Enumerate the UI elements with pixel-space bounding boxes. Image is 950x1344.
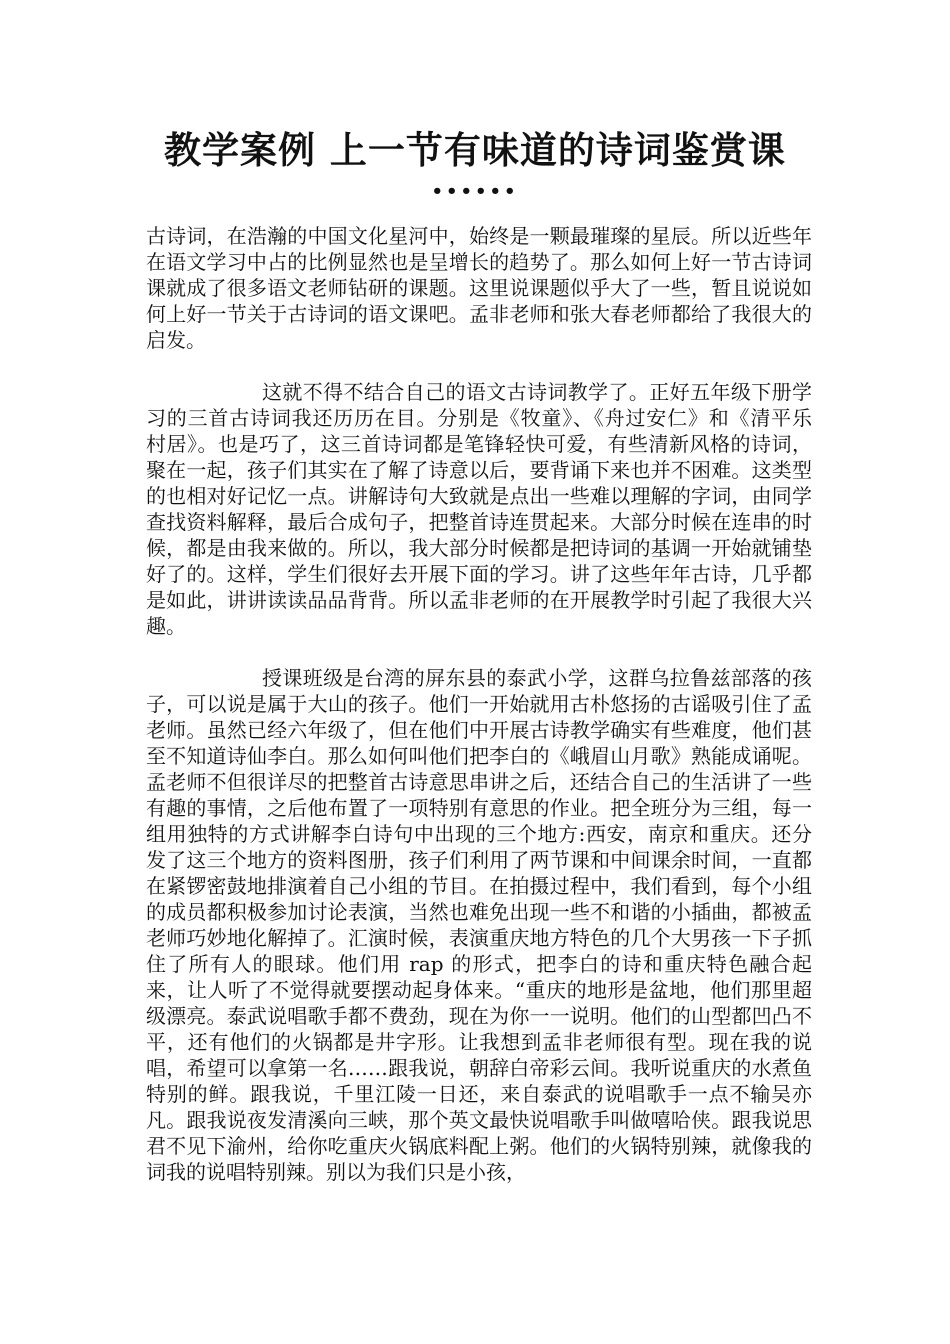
title-separator: •••••• xyxy=(431,181,519,202)
paragraph-class-case: 授课班级是台湾的屏东县的泰武小学，这群乌拉鲁兹部落的孩子，可以说是属于大山的孩子。他们一开始就用古朴悠扬的古谣吸引住了孟老师。虽然已经六年级了，但在他们中开展古诗教学确实有些难度，他们甚至不知道诗仙李白。那么如何叫他们把李白的《峨眉山月歌》熟能成诵呢。孟老师不但很详尽的把整首古诗意思串讲之后，还结合自己的生活讲了一些有趣的事情，之后他布置了一项特别有意思的作业。把全班分为三组，每一组用独特的方式讲解李白诗句中出现的三个地方:西安，南京和重庆。还分发了这三个地方的资料图册，孩子们利用了两节课和中间课余时间，一直都在紧锣密鼓地排演着自己小组的节目。在拍摄过程中，我们看到，每个小组的成员都积极参加讨论表演，当然也难免出现一些不和谐的小插曲，都被孟老师巧妙地化解掉了。汇演时候，表演重庆地方特色的几个大男孩一下子抓住了所有人的眼球。他们用 rap 的形式，把李白的诗和重庆特色融合起来，让人听了不觉得就要摆动起身体来。“重庆的地形是盆地，他们那里超级漂亮。泰武说唱歌手都不费劲，现在为你一一说明。他们的山型都凹凸不平，还有他们的火锅都是井字形。让我想到孟非老师很有型。现在我的说唱，希望可以拿第一名……跟我说，朝辞白帝彩云间。我听说重庆的水煮鱼特别的鲜。跟我说，千里江陵一日还，来自泰武的说唱歌手一点不输吴亦凡。跟我说夜发清溪向三峡，那个英文最快说唱歌手叫做嘻哈侠。跟我说思君不见下渝州，给你吃重庆火锅底料配上粥。他们的火锅特别辣，就像我的词我的说唱特别辣。别以为我们只是小孩， xyxy=(146,666,812,1184)
document-body xyxy=(146,223,812,1211)
document-title: 教学案例 上一节有味道的诗词鉴赏课 xyxy=(164,128,786,172)
paragraph-intro: 古诗词，在浩瀚的中国文化星河中，始终是一颗最璀璨的星辰。所以近些年在语文学习中占的比例显然也是呈增长的趋势了。那么如何上好一节古诗词课就成了很多语文老师钻研的课题。这里说课题似乎大了一些，暂且说说如何上好一节关于古诗词的语文课吧。孟非老师和张大春老师都给了我很大的启发。 xyxy=(146,224,812,352)
paragraph-own-teaching: 这就不得不结合自己的语文古诗词教学了。正好五年级下册学习的三首古诗词我还历历在目。分别是《牧童》、《舟过安仁》和《清平乐 村居》。也是巧了，这三首诗词都是笔锋轻快可爱，有些清新风格的诗词，聚在一起，孩子们其实在了解了诗意以后，要背诵下来也并不困难。这类型的也相对好记忆一点。讲解诗句大致就是点出一些难以理解的字词，由同学查找资料解释，最后合成句子，把整首诗连贯起来。大部分时候在连串的时候，都是由我来做的。所以，我大部分时候都是把诗词的基调一开始就铺垫好了的。这样，学生们很好去开展下面的学习。讲了这些年年古诗，几乎都是如此，讲讲读读品品背背。所以孟非老师的在开展教学时引起了我很大兴趣。 xyxy=(146,380,812,638)
